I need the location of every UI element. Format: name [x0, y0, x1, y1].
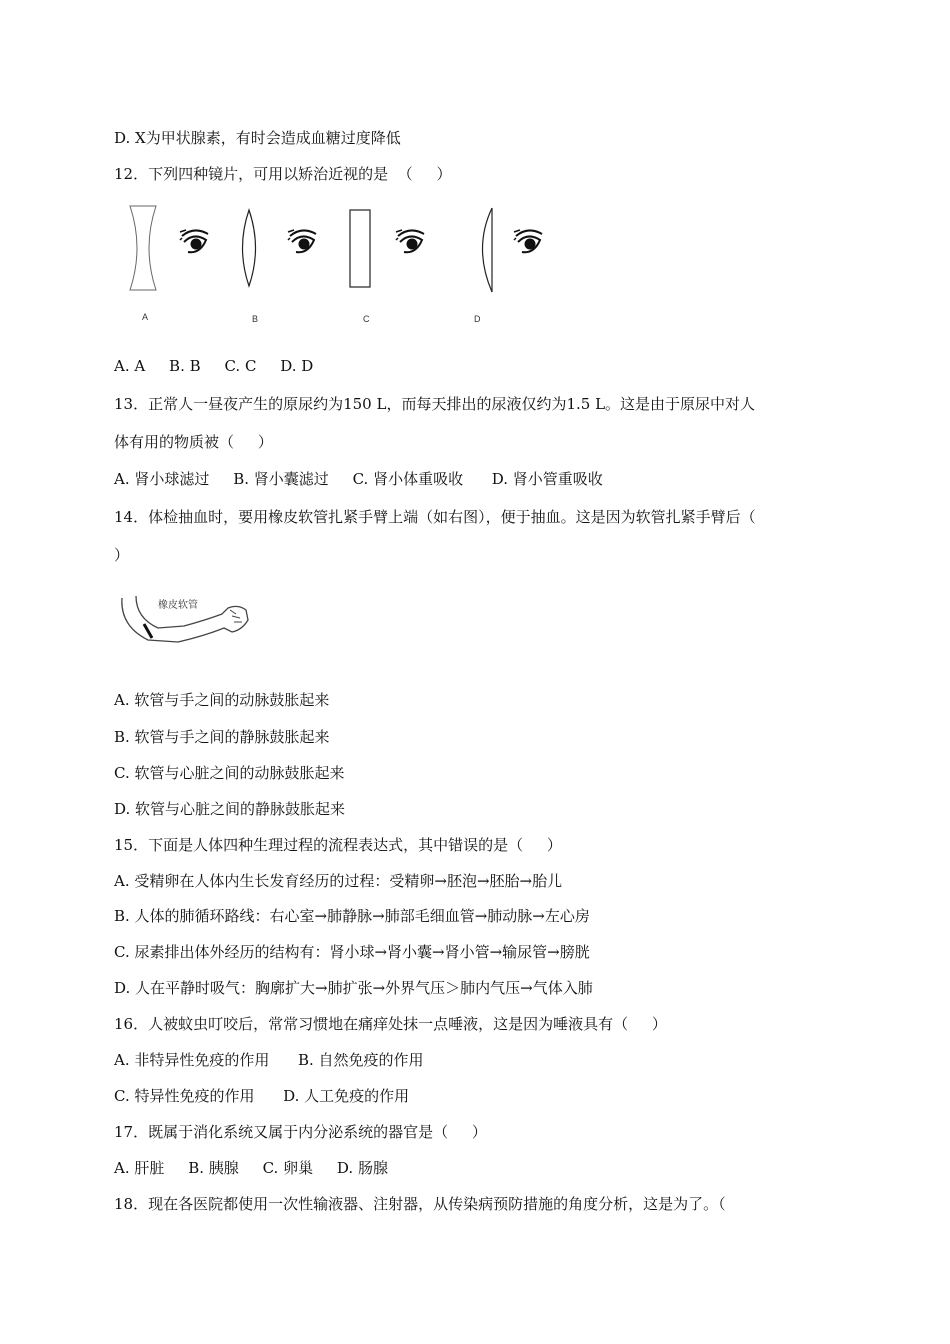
q12-stem: 12．下列四种镜片，可用以矫治近视的是 （ ）	[114, 165, 452, 183]
lens-label-c: C	[363, 314, 370, 324]
q14-option-c: C. 软管与心脏之间的动脉鼓胀起来	[114, 764, 345, 782]
concave-lens-a	[130, 206, 156, 290]
q17-options: A. 肝脏 B. 胰腺 C. 卵巢 D. 肠腺	[114, 1159, 388, 1177]
flat-glass-c	[350, 210, 370, 287]
q14-stem-line2: ）	[114, 546, 130, 564]
eye-icon	[396, 230, 424, 252]
lens-figure	[118, 200, 558, 330]
q14-stem-line1: 14．体检抽血时，要用橡皮软管扎紧手臂上端（如右图），便于抽血。这是因为软管扎紧手臂后（	[114, 508, 756, 526]
q13-stem-line1: 13．正常人一昼夜产生的原尿约为150 L，而每天排出的尿液仅约为1.5 L。这是由于原尿中对人	[114, 395, 756, 413]
lens-diagram	[118, 200, 558, 330]
lens-label-d: D	[474, 314, 481, 324]
tourniquet-band	[144, 624, 152, 638]
lens-label-b: B	[252, 314, 259, 324]
q13-stem-line2: 体有用的物质被（ ）	[114, 433, 273, 451]
q14-option-a: A. 软管与手之间的动脉鼓胀起来	[114, 691, 330, 709]
q15-option-a: A. 受精卵在人体内生长发育经历的过程：受精卵→胚泡→胚胎→胎儿	[114, 872, 563, 890]
q17-stem: 17．既属于消化系统又属于内分泌系统的器官是（ ）	[114, 1123, 487, 1141]
lens-label-a: A	[142, 312, 149, 322]
q16-options-ab: A. 非特异性免疫的作用 B. 自然免疫的作用	[114, 1051, 424, 1069]
q14-option-d: D. 软管与心脏之间的静脉鼓胀起来	[114, 800, 346, 818]
q18-stem: 18．现在各医院都使用一次性输液器、注射器，从传染病预防措施的角度分析，这是为了。（	[114, 1195, 726, 1213]
q12-options: A. A B. B C. C D. D	[114, 357, 314, 375]
q16-stem: 16．人被蚊虫叮咬后，常常习惯地在痛痒处抹一点唾液，这是因为唾液具有（ ）	[114, 1015, 667, 1033]
eye-icon	[180, 230, 208, 252]
eye-icon	[514, 230, 542, 252]
eye-icon	[288, 230, 316, 252]
arm-tourniquet-figure	[118, 588, 258, 654]
q15-option-c: C. 尿素排出体外经历的结构有：肾小球→肾小囊→肾小管→输尿管→膀胱	[114, 943, 590, 961]
q16-options-cd: C. 特异性免疫的作用 D. 人工免疫的作用	[114, 1087, 410, 1105]
q13-options: A. 肾小球滤过 B. 肾小囊滤过 C. 肾小体重吸收 D. 肾小管重吸收	[114, 470, 603, 488]
convex-lens-b	[243, 210, 256, 286]
tube-label: 橡皮软管	[158, 600, 198, 611]
q15-option-d: D. 人在平静时吸气：胸廓扩大→肺扩张→外界气压＞肺内气压→气体入肺	[114, 979, 593, 997]
q14-option-b: B. 软管与手之间的静脉鼓胀起来	[114, 728, 330, 746]
q11-option-d: D. X为甲状腺素，有时会造成血糖过度降低	[114, 129, 401, 147]
planoconvex-lens-d	[483, 208, 493, 292]
q15-option-b: B. 人体的肺循环路线：右心室→肺静脉→肺部毛细血管→肺动脉→左心房	[114, 907, 590, 925]
q15-stem: 15．下面是人体四种生理过程的流程表达式，其中错误的是（ ）	[114, 836, 562, 854]
